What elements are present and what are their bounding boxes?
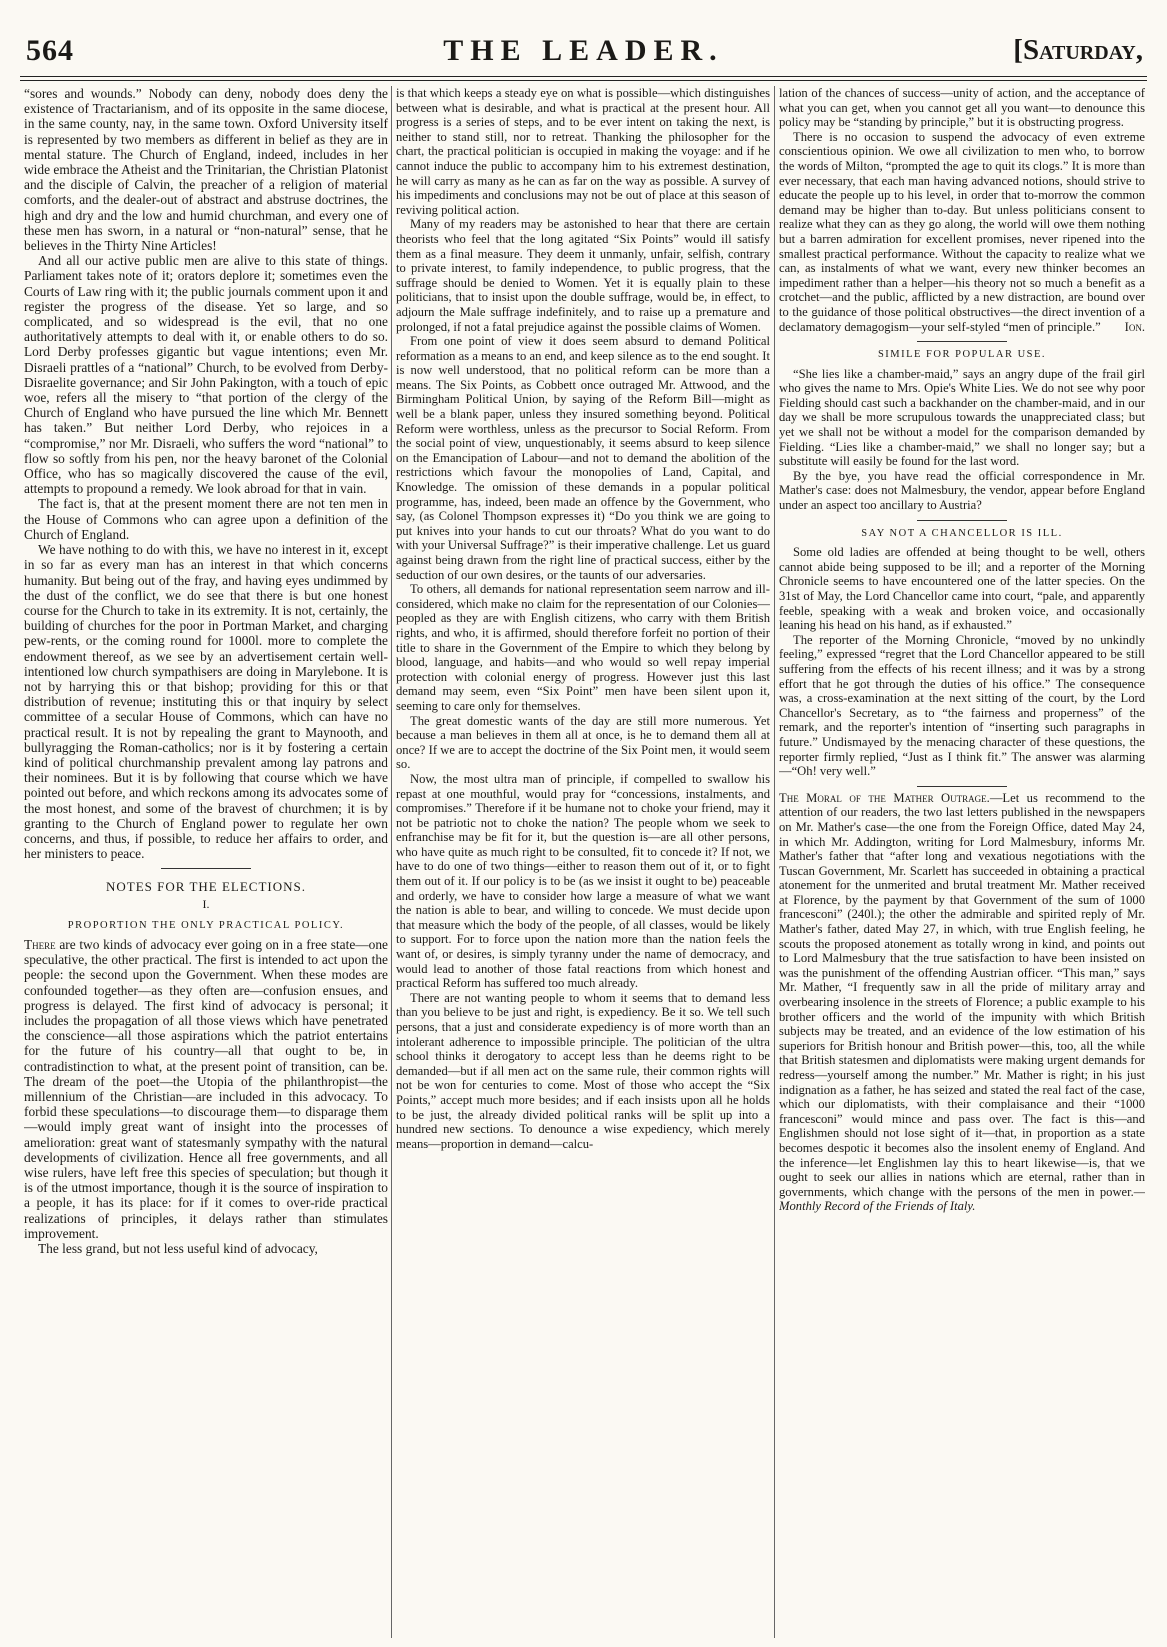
column-1 — [24, 86, 388, 1642]
paragraph: There are not wanting people to whom it seems that to demand less than you believe to be just and right, is expediency. Be it so. We tell such persons, that a just and considerate expediency is of more worth than an intolerant adherence to impossible principle. The politician of the ultra school thinks it derogatory to accept less than he deems right to be demanded—but if all men act on the same rule, their common rights will not be won for centuries to come. Most of those who accept the “Six Points,” accept much more besides; and if each insists upon all he holds to be just, the already divided political ranks will be split up into a hundred new sections. To denounce a wise expediency, which merely means—proportion in demand—calcu- — [396, 990, 770, 1151]
column-divider — [391, 86, 392, 1638]
paragraph — [779, 791, 1145, 1214]
article-numeral: I. — [202, 896, 210, 911]
paragraph-text: —Let us recommend to the attention of our readers, the two last letters published in the newspapers on Mr. Mather's case—the one from the Foreign Office, dated May 24, in which Mr. Addington, writing for Lord Malmesbury, informs Mr. Mather's father that “after long and vexatious negotiations with the Tuscan Government, Mr. Scarlett has succeeded in obtaining a practical atonement for the unmerited and brutal treatment Mr. Mather received at Florence, by the payment by that Government of the sum of 1000 francesconi” (240l.); the other the admirable and spirited reply of Mr. Mather's father, dated May 27, in which, with true English feeling, he scouts the proposed atonement as totally wrong in kind, and points out to Lord Malmesbury that the true satisfaction to have been insisted on was the punishment of the offending Austrian officer. “This man,” says Mr. Mather, “I frequently saw in all the pride of military array and overbearing insolence in the streets of Florence; a public example to his brother officers and the world of the impunity with which British subjects may be treated, and an evidence of the low estimation of his superiors for British honour and British power—this, too, all the while that British statesmen and diplomatists were making urgent demands for redress—yourself among the number.” Mr. Mather is right; in his just indignation as a father, he has seized and stated the real fact of the case, which our diplomatists, with their complaisance and their “1000 francesconi” would mince and pass over. The fact is this—and Englishmen should not lose sight of it—that, in proportion as a state becomes despotic it becomes also the insolent enemy of England. And the inference—let Englishmen lay this to heart likewise—is, that we ought to seek our allies in nations which are eternal, rather than in governments, which change with the persons of the men in power. — [779, 790, 1145, 1199]
paragraph: Now, the most ultra man of principle, if compelled to swallow his repast at one mouthful, would pray for “concessions, instalments, and compromises.” Therefore if it be humane not to choke your friend, may it not be patriotic not to choke the nation? The people whom we seek to enfranchise may be fit for it, but the question is—are all other persons, who have quite as much right to be consulted, fit to concede it? If not, we have to do one of two things—either to reason them out of it, or to fight them out of it. If our policy is to be (as we insist it ought to be) peaceable and orderly, we have to consider how large a measure of what we want the nation is able to bear, and willing to concede. We must decide upon that measure which the body of the people, of all classes, would be likely to support. For to force upon the nation more than the nation feels the want of, or desires, is simply tyranny under the name of democracy, and would lead to another of those fatal reactions from which honest and practical Reform has suffered too much already. — [396, 771, 770, 991]
paragraph: To others, all demands for national representation seem narrow and ill-considered, which make no claim for the representation of our Colonies—peopled as they are with English citizens, who carry with them British rights, and who, it is affirmed, should therefore forfeit no portion of their title to share in the Government of the Empire to which they belong by blood, language, and habits—and who would so well repay imperial protection with colonial energy of progress. However just this last demand may seem, even “Six Point” men have been silent upon it, seeming to care only for themselves. — [396, 582, 770, 713]
source-credit: —Monthly Record of the Friends of Italy. — [779, 1184, 1145, 1214]
paragraph: And all our active public men are alive to this state of things. Parliament takes note of it; orators deplore it; sometimes even the Courts of Law ring with it; the public journals comment upon it and register the progress of the disease. Yet so large, and so complicated, and so widespread is the evil, that no one authoritatively attempts to deal with it, or enable others to do so. Lord Derby professes gigantic but vague intentions; even Mr. Disraeli prattles of a “national” Church, to be evolved from Derby-Disraelite governance; and Sir John Pakington, with a touch of epic woe, refers all the misery to “that portion of the clergy of the Church of England who have pursued the line which Mr. Bennett has taken.” But neither Lord Derby, who rejoices in a “compromise,” nor Mr. Disraeli, who suffers the word “national” to flow so softly from his pen, nor the heavy baronet of the Colonial Office, who has so magically discovered the cause of the evil, attempts to propound a remedy. We look abroad for that in vain. — [24, 253, 388, 497]
paragraph: We have nothing to do with this, we have no interest in it, except in so far as every man has an interest in that which concerns humanity. But being out of the fray, and having eyes undimmed by the dust of the conflict, we do see that there is but one honest course for the Church to take in its extremity. It is not, certainly, the building of churches for the poor in Portman Market, and charging pew-rents, or the coming round for 1000l. more to complete the endowment thereof, as we see by an advertisement certain well-intentioned low church sympathisers are doing in Marylebone. It is not by harrying this or that bishop; providing for this or that distribution of revenue; instituting this or that inquiry by select committee of a secular House of Commons, which can have no practical result. It is not by repealing the grant to Maynooth, and bullyragging the Roman-catholics; nor is it by fostering a certain kind of political churchmanship prevalent among lay patrons and their nominees. But it is by following that course which we have pointed out before, and which reckons among its advocates some of the most honest, and some of the bravest of churchmen; it is by granting to the Church of England power to regulate her own concerns, and thus, if possible, to reduce her affairs to order, and her ministers to peace. — [24, 542, 388, 862]
paragraph: By the bye, you have read the official correspondence in Mr. Mather's case: does not Malmesbury, the vendor, appear before England under an aspect too ancillary to Austria? — [779, 468, 1145, 513]
section-rule — [917, 341, 1007, 342]
column-3 — [779, 86, 1145, 1642]
paragraph: The great domestic wants of the day are still more numerous. Yet because a man believes in them all at once, is he to demand them all at once? If we are to accept the doctrine of the Six Point men, it would seem so. — [396, 713, 770, 772]
paragraph: Some old ladies are offended at being thought to be well, others cannot abide being supposed to be ill; and a reporter of the Morning Chronicle seems to have encountered one of the latter species. On the 31st of May, the Lord Chancellor came into court, “pale, and apparently feeble, speaking with a weak and broken voice, and occasionally leaning his head on his hand, as if exhausted.” — [779, 545, 1145, 633]
section-heading: SIMILE FOR POPULAR USE. — [877, 349, 1047, 361]
paragraph: From one point of view it does seem absurd to demand Political reformation as a means to an end, and keep silence as to the end sought. It is now well understood, that no political reform can be more than a means. The Six Points, as Cobbett once outraged Mr. Attwood, and the Birmingham Political Union, by saying of the Reform Bill—might as well be a blank paper, unless they insured something beyond. Political Reform were worthless, unless as the precursor to Social Reform. From the social point of view, unquestionably, it seems absurd to keep silence on the Emancipation of Labour—and not to demand the abolition of the restrictions which favour the monopolies of Land, Capital, and Knowledge. The omission of these demands in a popular political programme, has, indeed, been made an offence by the Government, who say, (as Colonel Thompson expresses it) “Do you think we are going to put knives into your hands to cut our throats? What do you want to do with your Universal Suffrage?” is their imperative challenge. Let us guard against being drawn from the right line of practical success, either by the seduction of our own desires, or the taunts of our adversaries. — [396, 334, 770, 582]
masthead — [20, 34, 1147, 72]
paragraph: Many of my readers may be astonished to hear that there are certain theorists who feel that the long agitated “Six Points” would ill satisfy them as a final measure. They deem it unmanly, unfair, selfish, contrary to private interest, to family independence, to public progress, that the suffrage should be denied to Women. Yet it is equally plain to these politicians, that to insist upon the double suffrage, would be, in effect, to adjourn the Male suffrage indefinitely, and to raise up a premature and prolonged, if not a fatal prejudice against the possible claims of Women. — [396, 217, 770, 334]
column-divider — [774, 86, 775, 1638]
masthead-rule-inner — [20, 80, 1147, 81]
issue-day: [Saturday, — [1013, 34, 1143, 66]
article-heading: NOTES FOR THE ELECTIONS. — [106, 879, 306, 895]
paragraph: “She lies like a chamber-maid,” says an angry dupe of the frail girl who gives the name to Mrs. Opie's White Lies. We do not see why poor Fielding should cast such a backhander on the chamber-maid, and in our day we shall be more scrupulous towards the unappreciated class; but yet we shall not be without a model for the comparison demanded by Fielding. “Lies like a chamber-maid,” we shall no longer say; but a substitute will easily be found for the last word. — [779, 366, 1145, 469]
newspaper-title: THE LEADER. — [443, 34, 724, 67]
paragraph — [24, 937, 388, 1241]
section-rule — [917, 520, 1007, 521]
paragraph: The less grand, but not less useful kind of advocacy, — [38, 1241, 318, 1257]
page-number: 564 — [26, 34, 74, 67]
article-subheading: PROPORTION THE ONLY PRACTICAL POLICY. — [67, 919, 345, 931]
masthead-rule — [20, 76, 1147, 77]
section-heading: SAY NOT A CHANCELLOR IS ILL. — [861, 527, 1063, 539]
section-rule — [161, 868, 251, 869]
column-2 — [396, 86, 770, 1642]
author-signature: Ion. — [1124, 319, 1145, 334]
paragraph: “sores and wounds.” Nobody can deny, nobody does deny the existence of Tractarianism, and of its opposite in the same diocese, in the same county, nay, in the same town. Oxford University itself is represented by two members as different in belief as they are in mental stature. The Church of England, indeed, includes in her wide embrace the Atheist and the Trinitarian, the Christian Platonist and the disciple of Calvin, the preacher of a religion of material comforts, and the dealer-out of abstract and abstruse doctrines, the high and dry and the low and humid churchman, and every one of these men has sworn, in a natural or “non-natural” sense, that he believes in the Thirty Nine Articles! — [24, 86, 388, 254]
paragraph: The fact is, that at the present moment there are not ten men in the House of Commons who can agree upon a definition of the Church of England. — [24, 496, 388, 542]
paragraph-text: There is no occasion to suspend the advocacy of even extreme conscientious opinion. We owe all civilization to men who, to borrow the words of Milton, “prompted the age to quit its clogs.” It is more than ever necessary, that each man having advanced notions, should strive to educate the people up to his level, in order that to-morrow the common demand may be higher than to-day. But unless politicians consent to realize what they can as they go along, the world will owe them nothing but a barren admiration for excellent promises, never ripened into the smallest practical performance. Without the capacity to realize what we can, as instalments of what we want, every new thinker becomes an impediment rather than a helper—his theory not so much a benefit as a crotchet—and the public, afflicted by a new distraction, are bound over to the guidance of those political obstructives—the direct invention of a declamatory demagogism—your self-styled “men of principle.” — [779, 129, 1145, 334]
paragraph: lation of the chances of success—unity of action, and the acceptance of what you can get, when you cannot get all you want—to denounce this policy may be “standing by principle,” but it is obstructing progress. — [779, 86, 1145, 130]
lead-title: The Moral of the Mather Outrage. — [779, 790, 990, 805]
paragraph: is that which keeps a steady eye on what is possible—which distinguishes between what is desirable, and what is practical at the present hour. All progress is a series of steps, and to be ever intent on taking the next, is neither to stand still, nor to retreat. Thanking the philosopher for the chart, the practical politician is occupied in making the voyage: and if he cannot induce the public to accompany him to his extremest destination, he will carry as many as he can as far on the way as possible. A survey of his impediments and conclusions may not be out of place at this season of reviving political action. — [396, 86, 770, 217]
paragraph: The reporter of the Morning Chronicle, “moved by no unkindly feeling,” expressed “regret that the Lord Chancellor appeared to be still suffering from the effects of his recent illness; and it was by a strong effort that he got through the duties of his office.” The consequence was, a cross-examination at the next sitting of the court, by the Lord Chancellor's Secretary, as to “the fairness and properness” of the remark, and the reporter's intention of “inserting such paragraphs in future.” Undismayed by the menacing character of these questions, the reporter firmly replied, “Just as I think fit.” The answer was alarming—“Oh! very well.” — [779, 632, 1145, 779]
paragraph-text: are two kinds of advocacy ever going on in a free state—one speculative, the other practical. The first is intended to act upon the people: the second upon the Government. When these modes are confounded together—as they often are—confusion ensues, and progress is delayed. The first kind of advocacy is personal; it includes the propagation of all those views which have penetrated the conscience—all those aspirations which the patriot entertains for the future of his country—all that ought to be, in contradistinction to what, at the present point of transition, can be. The dream of the poet—the Utopia of the philanthropist—the millennium of the Christian—are included in this advocacy. To forbid these speculations—to discourage them—to disparage them—would imply great want of insight into the processes of amelioration: great want of statesmanly sympathy with the natural developments of civilization. Hence all free governments, and all wise rulers, have left free this species of speculation; but though it is of the utmost importance, though it is the source of inspiration to a people, it has its place: for if it comes to over-ride practical realizations of principles, it delays rather than stimulates improvement. — [24, 936, 388, 1241]
section-rule — [917, 786, 1007, 787]
lead-word: There — [24, 936, 56, 952]
paragraph — [779, 130, 1145, 334]
